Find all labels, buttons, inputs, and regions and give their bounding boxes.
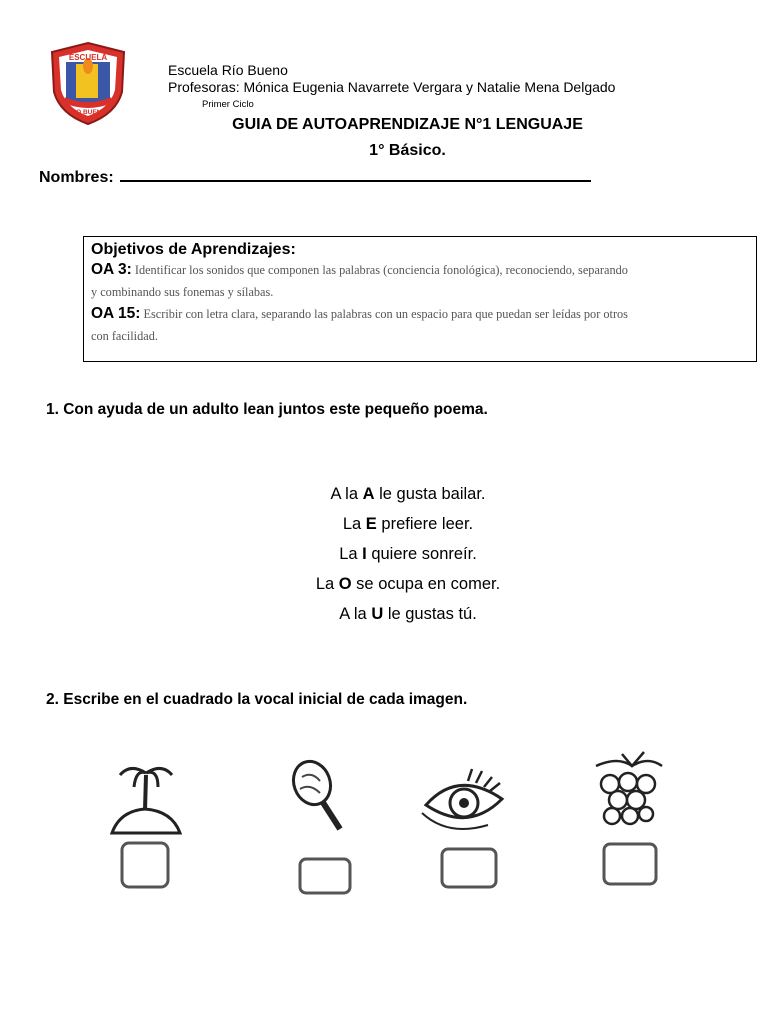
poem-line: La O se ocupa en comer. <box>315 575 501 593</box>
objectives-title: Objetivos de Aprendizajes: <box>91 241 296 258</box>
objective-oa3 <box>91 259 749 281</box>
teachers-line: Profesoras: Mónica Eugenia Navarrete Vergara y Natalie Mena Delgado <box>168 79 616 95</box>
objective-code: OA 3: <box>91 261 132 278</box>
cycle-label: Primer Ciclo <box>202 99 254 110</box>
grade-label: 1° Básico. <box>369 142 446 159</box>
answer-box[interactable] <box>442 849 496 887</box>
objective-text-cont: y combinando sus fonemas y sílabas. <box>91 285 274 299</box>
objective-code: OA 15: <box>91 305 141 322</box>
question-1: 1. Con ayuda de un adulto lean juntos este pequeño poema. <box>46 401 488 418</box>
names-write-line[interactable] <box>120 164 591 182</box>
answer-box[interactable] <box>604 844 656 884</box>
objective-text-cont: con facilidad. <box>91 329 158 343</box>
objectives-box <box>83 236 757 362</box>
poem-line: La E prefiere leer. <box>342 515 474 533</box>
names-label: Nombres: <box>39 169 114 186</box>
poem-line: La I quiere sonreír. <box>339 545 477 563</box>
guide-title: GUIA DE AUTOAPRENDIZAJE N°1 LENGUAJE <box>232 116 583 133</box>
school-logo <box>46 40 130 126</box>
answer-box[interactable] <box>300 859 350 893</box>
names-row <box>39 164 591 187</box>
school-name: Escuela Río Bueno <box>168 62 288 78</box>
answer-box[interactable] <box>122 843 168 887</box>
objective-text: Escribir con letra clara, separando las palabras con un espacio para que puedan ser leídas por otros <box>143 307 628 321</box>
poem-line: A la U le gustas tú. <box>339 605 477 623</box>
objective-text: Identificar los sonidos que componen las palabras (conciencia fonológica), reconociendo, separando <box>134 263 628 277</box>
svg-text:RIO BUENO: RIO BUENO <box>69 109 107 116</box>
question-2: 2. Escribe en el cuadrado la vocal inicial de cada imagen. <box>46 691 468 708</box>
objective-oa15 <box>91 303 749 325</box>
poem-line: A la A le gusta bailar. <box>330 485 486 503</box>
svg-text:ESCUELA: ESCUELA <box>68 53 108 62</box>
